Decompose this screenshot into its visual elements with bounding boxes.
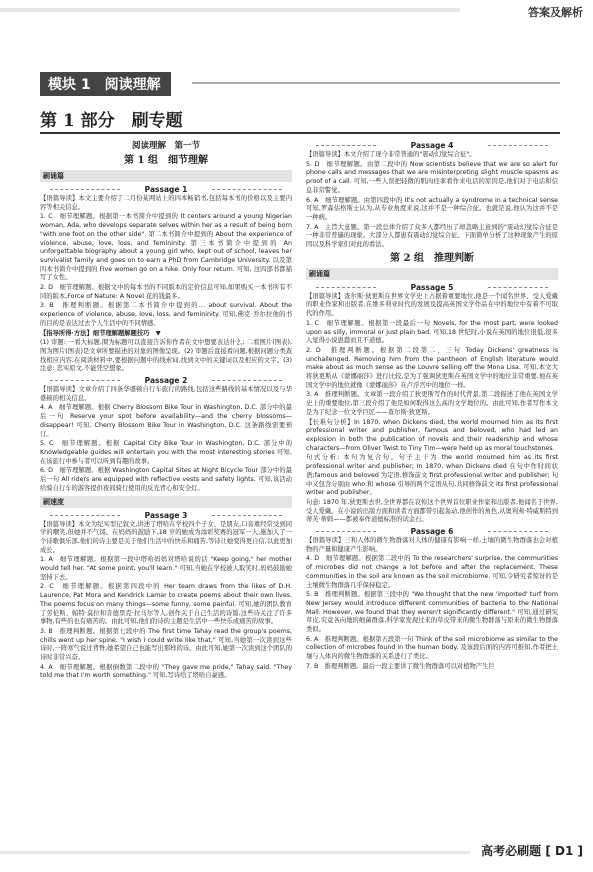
answer-item: 5. C 细节理解题。根据 Capital City Bike Tour in Washington, D.C. 部分中的 Knowledgeable guides will entertain you with the most interesting stories 可知,在该旅行中参与者可以听到有趣的故事。 <box>40 440 292 465</box>
passage-guide: 【语篇导读】本文主要介绍了二月份某网站上的四本畅销书,包括每本书的价格以及主要内容等相关信息。 <box>40 195 292 211</box>
module-title: 模块 1 阅读理解 <box>40 72 171 96</box>
passage-label: Passage 1 <box>40 184 292 195</box>
tip-title: 【指导所得·方法】细节理解题解题技巧 ▼ <box>40 329 161 337</box>
answer-item: 5. D 细节理解题。由第二段中的 Now scientists believe that we are so alert for phone calls and messages that we are misinterpreting slight muscle spasms as proof of a call. 可知,一些人误把轻微的肌肉痉挛看作来电话的原因是,他们对于电话和信息非常警觉。 <box>306 160 558 194</box>
part-rule <box>40 132 560 134</box>
answer-item: 4. D 细节理解题。根据第二段中的 To the researchers' surprise, the communities of microbes did not change a lot before and after the replacement. These communities in the soil are known as the soil microbiome. 可知,令研究者惊讶的是土壤微生物群落几乎保持稳定。 <box>306 555 558 589</box>
group-title: 第 2 组 推理判断 <box>390 252 474 264</box>
answer-item: 4. A 细节理解题。根据倒数第二段中的 "They gave me pride," Tahay said. "They told me that I'm worth something." 可知,写诗给了塔哈自豪感。 <box>40 663 292 680</box>
passage-guide: 【语篇导读】文章介绍了四条华盛顿自行车旅行的路线,包括这些路线的基本情况以及与华盛顿的相关信息。 <box>40 386 292 402</box>
page-footer-label: 高考必刷题 [ D1 ] <box>481 844 583 858</box>
answer-item: 4. A 细节理解题。根据 Cherry Blossom Bike Tour in Washington, D.C. 部分中的最后一句 Reserve your spot before availability—and the cherry blossoms—disappear! 可知, Cherry Blossom Bike Tour in Washington, D.C. 这条路线需要预订。 <box>40 404 292 438</box>
answer-item: 6. A 细节理解题。由第四段中的 It's not actually a syndrome in a technical sense 可知,罗森估格斯士认为,从专业角度来说,这并不是一种综合征。也就是说,他认为这并不是一种病。 <box>306 196 558 221</box>
answer-item: 1. C 细节理解题。根据第一本书简介中提到的 It centers around a young Nigerian woman, Ada, who develops separate selves within her as a result of being born "with one foot on the other side". 第二本书简介中提到的 About the experience of violence, abuse, love, loss, and femininity. 第三本书简介中提到的 An unforgettable biography about a young girl who, kept out of school, leaves her survivalist family and goes on to earn a PhD from Cambridge University. 以及第四本书简介中提到的 Five women go on a hike. Only four return. 可知, 这四部书都描写了女性。 <box>40 213 292 282</box>
answer-item: 7. B 推理判断题。最后一段主要讲了微生物群落可以对植物产生巨 <box>306 662 495 670</box>
passage-guide: 【语篇导读】本文为纪实型记叙文,讲述了塔哈在学校四个子女、是朋友,口音重经常受到同学的嘲笑,但她并不气馁。在妈妈的鼓励下,18 岁的她成为添彩奖赛的冠军一人,施加人了一个诗歌俱乐部,他们的诗主要是关于他们生活中的快乐和痛苦,等诗让她变得更自信,以此更加成长。 <box>40 520 292 554</box>
answer-item: 1. A 细节理解题。根据第一段中塔哈妈妈对塔哈说的话 "Keep going," her mother would tell her. "At some point, you'll learn." 可知,当她在学校被人取笑时,妈妈鼓励她坚持下去。 <box>40 556 292 581</box>
passage-label: Passage 4 <box>306 140 558 151</box>
answer-item: 2. C 细节理解题。根据第四段中的 Her team draws from the likes of D.H. Laurence, Pat Mora and Kendrick Lamar to create poems about their own lives. The poems focus on many things—some funny, some painful. 可知,她的团队教育了劳伦斯、帕特·莫拉和肯德里克·拉马尔等人,创作关于自己生活的诗篇,这些诗关注了许多事物,有些的也有痛苦的。由此可知,他们的诗的主题是生活中一些快乐或痛苦的故事。 <box>40 583 292 626</box>
answer-item: 3. B 推理判断题。根据第二本书简介中提到的… about survival. About the experience of violence, abuse, love, loss, and femininity. 可知,佛克·乔尔拉他的书的目的是表达过去个人生活中的不同情感。 <box>40 302 292 327</box>
answer-item: 6. A 推理判断题。根据第五段第一句 Think of the soil microbiome as similar to the collection of microbes found in the human body. 及该段后面的内容可推知,作者把土壤与人体内的微生物群落的关系进行了类比。 <box>306 635 558 661</box>
answer-item: 5. B 推理判断题。根据第三段中的 "We thought that the new 'imported' turf from New Jersey would introduce different communities of bacteria to the National Mall. However, we found that they weren't significantly different." 可知,通过研究草皮,究竟各向地的细菌群落,科学家发现过来的草皮带来的微生物群落与原来的微生物群落类似。 <box>306 591 558 634</box>
passage-label: Passage 5 <box>306 282 558 293</box>
passage-guide: 【语篇导读】三和人体的微生物群落对人体的健康有影响一样,土壤的微生物群落也会对植物的产量和健康产生影响。 <box>306 537 558 553</box>
answer-item: 7. A 主旨大意题。第一段总体介绍了众多人都经历了却忽略主意到的"震动幻觉综合征是一种非常普遍的现象。大部分人都患有震动幻觉综合征。下面简单分析了这种现象产生的原因以及科学家们对此的看法。 <box>306 223 558 249</box>
part-title: 第 1 部分 刷专题 <box>40 111 183 131</box>
answer-item: 2. D 细节理解题。根据文中的每本书的不同版本的定价信息可知,如果购买一本书所有不同的版本,Force of Nature: A Novel 花的钱最多。 <box>40 284 292 300</box>
answer-item: 1. C 细节理解题。根据第一段最后一句 Novels, for the most part, were looked upon as silly, immoral or just plain bad. 可知,18 世纪时,小说在英国的地位很低,很多人觉得小说愚蠢而且不道德。 <box>306 319 558 345</box>
section-bar: 刷诵篇 <box>306 268 558 280</box>
section-bar: 刷速度 <box>40 496 292 508</box>
passage-label: Passage 3 <box>40 510 292 521</box>
top-bar <box>0 0 593 22</box>
answer-item: 3. A 推理判断题。文章第一段介绍了狄更斯写作的时代背景,第二段描述了他在英国文学史上的重要地位,第三段介绍了他是如何取得这么高的文学地位的。由此可知,作者写作本文是为了纪念一位文学巨匠——查尔斯·狄更斯。 <box>306 391 558 416</box>
answer-tag: 答案及解析 <box>528 6 583 19</box>
footer <box>0 842 593 872</box>
module-rule <box>192 82 560 84</box>
tip-text: (1) 审题: 一看大标题,圈为标题可以直接告诉你作者在文中想要表达什么; 二看图片(图表),图为图片(图表)是文章所要描述的对象的图像呈现。(2) 审题后直接看问题,根据问题分类查找相应内容,在阅读材料中,要根据问题中的线索词,找到文中的关键词以及相应的文字。(3) 注意: 忠实原文,不能凭空想象。 <box>40 339 292 373</box>
passage-label: Passage 6 <box>306 526 558 537</box>
passage-label: Passage 2 <box>40 375 292 386</box>
passage-guide: 【语篇导读】查尔斯·狄更斯在世界文学史上占据着重要地位,他是一个闻名世界、受人爱戴的职业作家和出版者,在维多利亚时代的发展及提高英国文学作品在中的地位中有着不可取代的作用。 <box>306 292 558 318</box>
answer-item: 3. B 推理判断题。根据第七段中的 The first time Tahay read the group's poems, chills went up her spine. "I wish I could write like that," 可知,当她第一次读到这些诗时,一阵寒气说过背脊,她希望自己也能写出那样的诗。由此可知,她第一次读到这个团队的诗时非常兴奋。 <box>40 627 292 662</box>
long-sentence-meaning: 句意: 1870 年,狄更斯去世,全世界都在哀悼这个世界首位职业作家和出版者,他闻名于世界,受人爱戴。在小说的出版方面和读者方面都带引起轰动,他创作的角色,从奥利弗·特威斯特到蒂芙·蒂姆——都被奉作道德标准的试金石。 <box>306 498 558 524</box>
group-title: 第 1 组 细节理解 <box>124 155 208 166</box>
top-stripe <box>0 8 460 12</box>
right-column <box>306 140 558 673</box>
passage-guide: 【语篇导读】本文介绍了现今非常普通的"震动幻觉综合征"。 <box>306 151 476 158</box>
left-column <box>40 140 292 682</box>
footer-rule <box>0 851 470 854</box>
answer-item: 2. D 推理判断题。根据第二段第二、三句 Today Dickens' greatness is unchallenged. Removing him from the pantheon of English literature would make about as much sense as the Louvre selling off the Mona Lisa. 可知,本文大将狄更斯从《蒙娜丽莎》进行比较,是为了强调狄更斯在英国文学中的地位非常重要,他在英国文学中的地位就像《蒙娜丽莎》在卢浮宫中的地位一样。 <box>306 346 558 389</box>
answer-item: 6. D 细节理解题。根据 Washington Capital Sites at Night Bicycle Tour 部分中的最后一句 All riders are equipped with reflective vests and safety lights. 可知,该活动给骑自行车的游客提供夜间骑行使用的反光背心和安全灯。 <box>40 467 292 492</box>
section-title: 阅读理解 第一节 <box>131 141 200 151</box>
long-sentence-analysis: 句式分析: 本句为复合句。句子主干为 the world mourned him as its first professional writer and publisher; In 1870, when Dickens died 在句中作时间状语;famous and beloved 为定语,修饰前文 first professional writer and publisher; 句中又包含分别由 who 和 whose 引导的两个定语从句,共同修饰前文 its first professional writer and publisher。 <box>306 454 558 497</box>
long-sentence: 【长难句分析】In 1870, when Dickens died, the world mourned him as its first professional writer and publisher, famous and beloved, who had led an explosion in both the publication of novels and their readership and whose characters—from Oliver Twist to Tiny Tim—were held up as moral touchstones. <box>306 418 558 452</box>
module-heading <box>40 72 560 94</box>
section-bar: 刷诵篇 <box>40 170 292 182</box>
